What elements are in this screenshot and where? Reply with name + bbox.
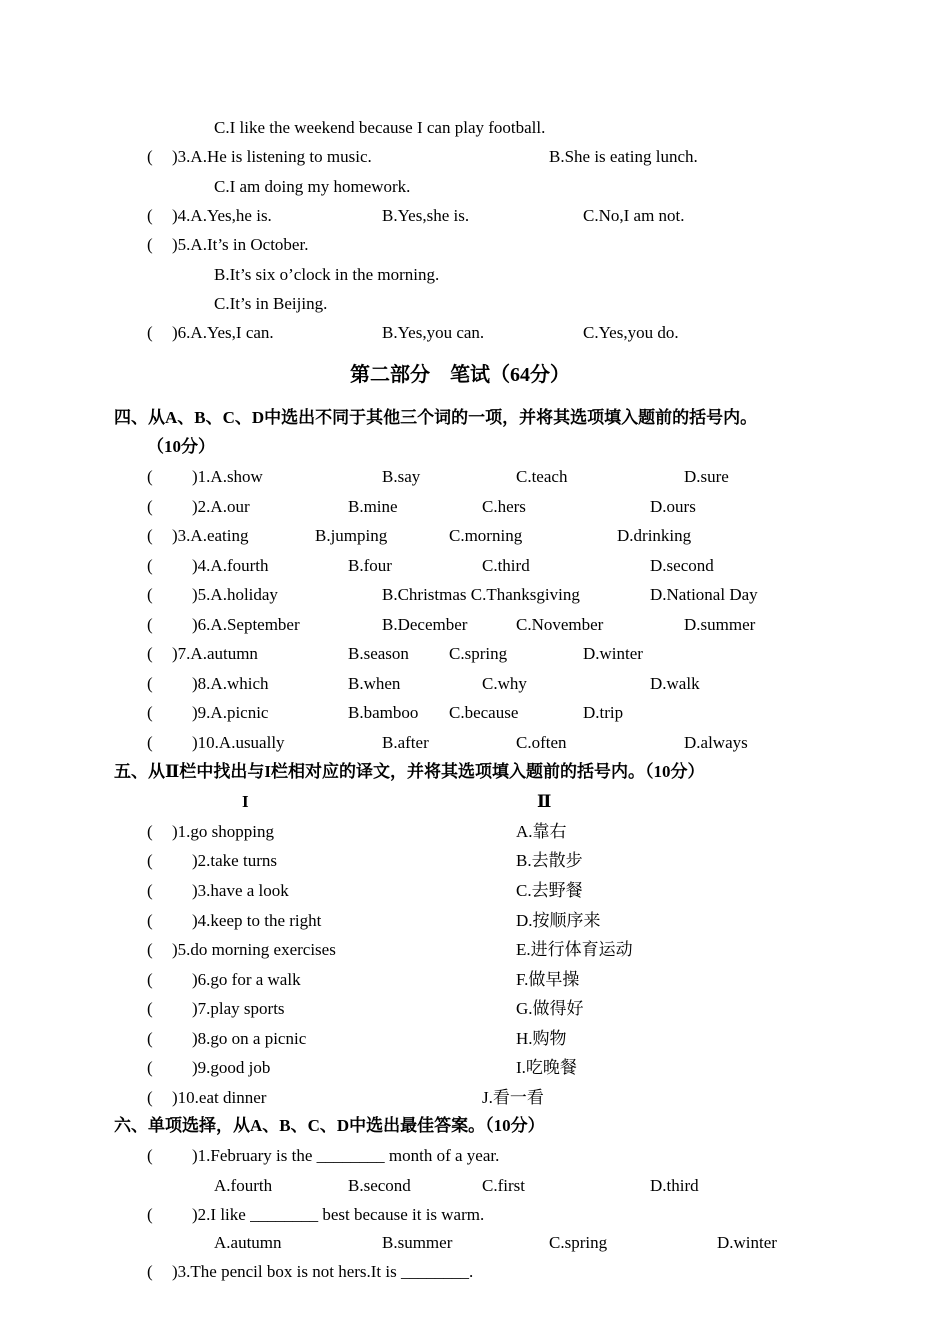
q4-option-c: C.No,I am not. [583, 206, 685, 225]
answer-paren[interactable]: ( [147, 703, 153, 722]
answer-paren[interactable]: ( [147, 1029, 153, 1048]
answer-paren[interactable]: ( [147, 999, 153, 1018]
s4-item-option-b: B.jumping [315, 526, 388, 545]
s4-item-option-b: B.say [382, 467, 421, 486]
s5-english-phrase: )7.play sports [192, 999, 285, 1018]
s4-item-option-c: C.spring [449, 644, 508, 663]
answer-paren[interactable]: ( [147, 235, 153, 254]
answer-paren[interactable]: ( [147, 940, 153, 959]
q5-option-c: C.It’s in Beijing. [214, 294, 328, 313]
s5-english-phrase: )5.do morning exercises [172, 940, 336, 959]
section5-heading: 五、从Ⅱ栏中找出与I栏相对应的译文，并将其选项填入题前的括号内。（10分） [114, 762, 705, 781]
s5-chinese-translation: C.去野餐 [516, 881, 583, 900]
s5-chinese-translation: D.按顺序来 [516, 911, 601, 930]
answer-paren[interactable]: ( [147, 497, 153, 516]
s5-chinese-translation: G.做得好 [516, 999, 584, 1018]
s4-item-option-d: D.sure [684, 467, 729, 486]
s4-item-option-b: B.mine [348, 497, 398, 516]
answer-paren[interactable]: ( [147, 674, 153, 693]
s6-q1-stem: )1.February is the ________ month of a year. [192, 1146, 500, 1165]
s4-item-option-b: B.four [348, 556, 392, 575]
answer-paren[interactable]: ( [147, 644, 153, 663]
s5-chinese-translation: J.看一看 [482, 1088, 544, 1107]
s4-item-option-d: D.summer [684, 615, 756, 634]
s4-item-option-a: )2.A.our [192, 497, 250, 516]
q3-option-a: )3.A.He is listening to music. [172, 147, 372, 166]
q3-option-c: C.I am doing my homework. [214, 177, 411, 196]
s4-item-option-d: D.National Day [650, 585, 758, 604]
answer-paren[interactable]: ( [147, 1058, 153, 1077]
q6-option-c: C.Yes,you do. [583, 323, 679, 342]
answer-paren[interactable]: ( [147, 206, 153, 225]
s6-q2-option-a: A.autumn [214, 1233, 282, 1252]
answer-paren[interactable]: ( [147, 822, 153, 841]
s6-q2-option-d: D.winter [717, 1233, 777, 1252]
s4-item-option-c: C.why [482, 674, 527, 693]
q6-option-a: )6.A.Yes,I can. [172, 323, 274, 342]
section6-heading: 六、单项选择，从A、B、C、D中选出最佳答案。（10分） [114, 1116, 545, 1135]
s5-english-phrase: )9.good job [192, 1058, 271, 1077]
q5-option-b: B.It’s six o’clock in the morning. [214, 265, 440, 284]
s5-english-phrase: )1.go shopping [172, 822, 274, 841]
answer-paren[interactable]: ( [147, 733, 153, 752]
s6-q1-option-a: A.fourth [214, 1176, 273, 1195]
q5-option-a: )5.A.It’s in October. [172, 235, 309, 254]
s5-chinese-translation: B.去散步 [516, 851, 583, 870]
s5-english-phrase: )8.go on a picnic [192, 1029, 307, 1048]
s4-item-option-a: )4.A.fourth [192, 556, 269, 575]
s5-chinese-translation: E.进行体育运动 [516, 940, 633, 959]
s4-item-option-a: )9.A.picnic [192, 703, 269, 722]
s4-item-option-a: )10.A.usually [192, 733, 285, 752]
answer-paren[interactable]: ( [147, 615, 153, 634]
s4-item-option-a: )8.A.which [192, 674, 269, 693]
s4-item-option-c: C.hers [482, 497, 526, 516]
s6-q1-option-c: C.first [482, 1176, 525, 1195]
q6-option-b: B.Yes,you can. [382, 323, 485, 342]
s5-english-phrase: )6.go for a walk [192, 970, 301, 989]
s5-english-phrase: )10.eat dinner [172, 1088, 267, 1107]
s5-chinese-translation: H.购物 [516, 1029, 567, 1048]
answer-paren[interactable]: ( [147, 556, 153, 575]
q4-option-b: B.Yes,she is. [382, 206, 470, 225]
s4-item-option-d: D.second [650, 556, 714, 575]
s4-item-option-a: )5.A.holiday [192, 585, 278, 604]
s4-item-option-c: C.November [516, 615, 604, 634]
s4-item-option-c: C.because [449, 703, 519, 722]
s4-item-option-d: D.drinking [617, 526, 692, 545]
s6-q2-stem: )2.I like ________ best because it is warm. [192, 1205, 485, 1224]
s4-item-option-b: B.bamboo [348, 703, 419, 722]
answer-paren[interactable]: ( [147, 1205, 153, 1224]
answer-paren[interactable]: ( [147, 1146, 153, 1165]
section4-heading: 四、从A、B、C、D中选出不同于其他三个词的一项，并将其选项填入题前的括号内。 [114, 408, 758, 427]
s5-english-phrase: )4.keep to the right [192, 911, 322, 930]
part2-title: 第二部分 笔试（64分） [350, 364, 570, 386]
s4-item-option-c: C.teach [516, 467, 568, 486]
answer-paren[interactable]: ( [147, 1088, 153, 1107]
s6-q3-stem: )3.The pencil box is not hers.It is ________. [172, 1262, 474, 1281]
answer-paren[interactable]: ( [147, 1262, 153, 1281]
answer-paren[interactable]: ( [147, 323, 153, 342]
s4-item-option-a: )6.A.September [192, 615, 300, 634]
s4-item-option-d: D.walk [650, 674, 700, 693]
section4-points: （10分） [147, 437, 215, 456]
s4-item-option-a: )3.A.eating [172, 526, 249, 545]
answer-paren[interactable]: ( [147, 526, 153, 545]
s6-q1-option-b: B.second [348, 1176, 411, 1195]
s4-item-option-a: )1.A.show [192, 467, 263, 486]
s4-item-option-a: )7.A.autumn [172, 644, 258, 663]
answer-paren[interactable]: ( [147, 911, 153, 930]
s4-item-option-c: C.third [482, 556, 530, 575]
s4-item-option-d: D.ours [650, 497, 696, 516]
s4-item-option-d: D.winter [583, 644, 643, 663]
answer-paren[interactable]: ( [147, 970, 153, 989]
answer-paren[interactable]: ( [147, 851, 153, 870]
q3-option-b: B.She is eating lunch. [549, 147, 698, 166]
column-i-label: I [242, 792, 249, 811]
s5-chinese-translation: A.靠右 [516, 822, 567, 841]
s4-item-option-d: D.always [684, 733, 748, 752]
q4-option-a: )4.A.Yes,he is. [172, 206, 272, 225]
s5-chinese-translation: F.做早操 [516, 970, 580, 989]
s5-english-phrase: )2.take turns [192, 851, 277, 870]
s6-q2-option-c: C.spring [549, 1233, 608, 1252]
s5-chinese-translation: I.吃晚餐 [516, 1058, 577, 1077]
s4-item-option-b: B.Christmas C.Thanksgiving [382, 585, 580, 604]
s4-item-option-c: C.often [516, 733, 567, 752]
s4-item-option-d: D.trip [583, 703, 624, 722]
answer-paren[interactable]: ( [147, 147, 153, 166]
s4-item-option-b: B.after [382, 733, 429, 752]
column-ii-label: Ⅱ [537, 792, 552, 811]
answer-paren[interactable]: ( [147, 467, 153, 486]
s4-item-option-c: C.morning [449, 526, 523, 545]
s4-item-option-b: B.when [348, 674, 401, 693]
s6-q2-option-b: B.summer [382, 1233, 453, 1252]
s6-q1-option-d: D.third [650, 1176, 699, 1195]
s4-item-option-b: B.December [382, 615, 468, 634]
answer-paren[interactable]: ( [147, 881, 153, 900]
s4-item-option-b: B.season [348, 644, 409, 663]
s5-english-phrase: )3.have a look [192, 881, 289, 900]
answer-paren[interactable]: ( [147, 585, 153, 604]
q2-option-c: C.I like the weekend because I can play football. [214, 118, 546, 137]
